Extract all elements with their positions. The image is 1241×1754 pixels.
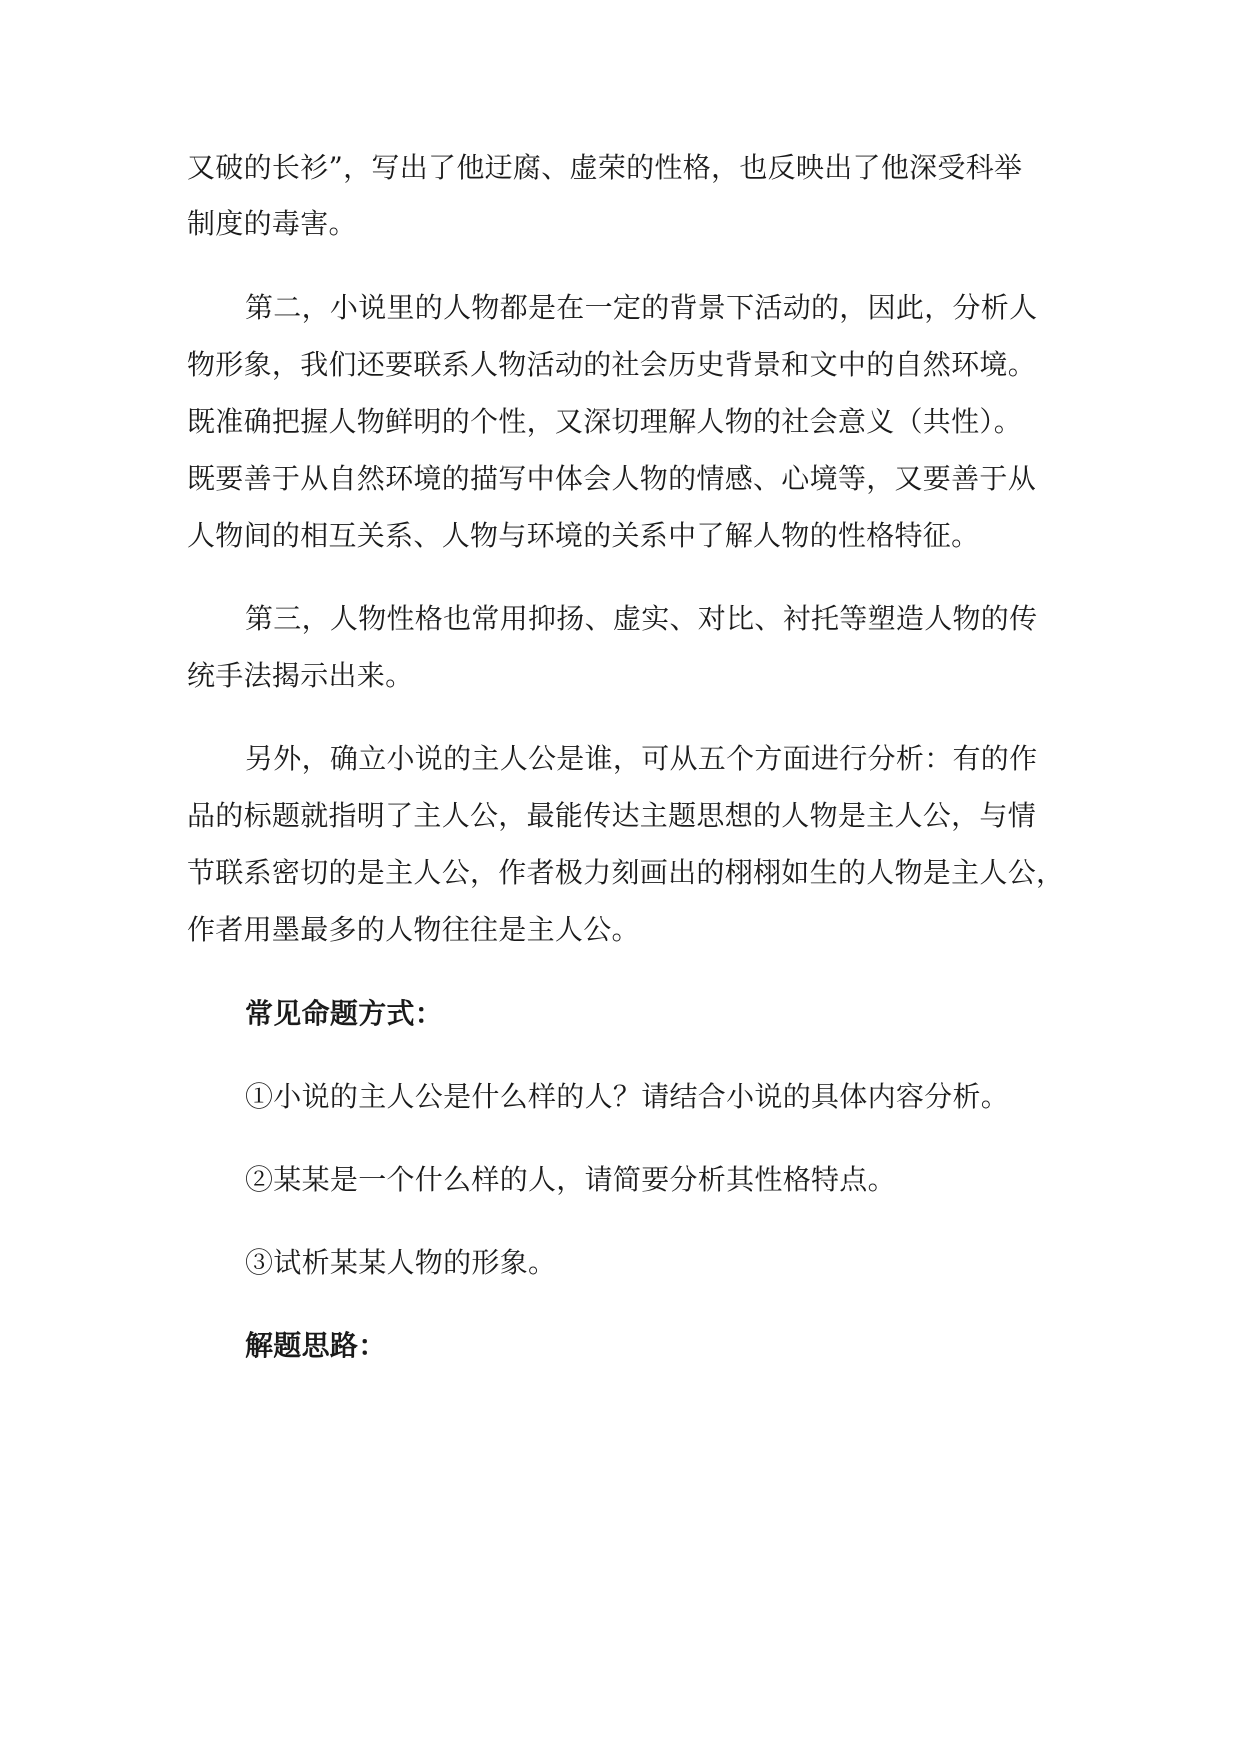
paragraph-4-line-3: 节联系密切的是主人公，作者极力刻画出的栩栩如生的人物是主人公，	[187, 856, 1065, 889]
paragraph-4-line-2: 品的标题就指明了主人公，最能传达主题思想的人物是主人公，与情	[187, 799, 1037, 832]
question-item-1: ①小说的主人公是什么样的人？请结合小说的具体内容分析。	[245, 1080, 1010, 1113]
paragraph-2-line-1: 第二，小说里的人物都是在一定的背景下活动的，因此，分析人	[245, 291, 1038, 324]
paragraph-2-line-2: 物形象，我们还要联系人物活动的社会历史背景和文中的自然环境。	[187, 348, 1037, 381]
question-item-2: ②某某是一个什么样的人，请简要分析其性格特点。	[245, 1163, 896, 1196]
paragraph-4-line-1: 另外，确立小说的主人公是谁，可从五个方面进行分析：有的作	[245, 742, 1038, 775]
paragraph-3-line-1: 第三，人物性格也常用抑扬、虚实、对比、衬托等塑造人物的传	[245, 602, 1038, 635]
paragraph-2-line-3: 既准确把握人物鲜明的个性，又深切理解人物的社会意义（共性）。	[187, 405, 1023, 438]
paragraph-3-line-2: 统手法揭示出来。	[187, 659, 414, 692]
question-item-3: ③试析某某人物的形象。	[245, 1246, 557, 1279]
heading-question-types: 常见命题方式：	[245, 997, 444, 1030]
paragraph-1-line-1: 又破的长衫”，写出了他迂腐、虚荣的性格，也反映出了他深受科举	[187, 151, 1023, 184]
paragraph-2-line-4: 既要善于从自然环境的描写中体会人物的情感、心境等，又要善于从	[187, 462, 1037, 495]
paragraph-4-line-4: 作者用墨最多的人物往往是主人公。	[187, 913, 640, 946]
paragraph-2-line-5: 人物间的相互关系、人物与环境的关系中了解人物的性格特征。	[187, 519, 980, 552]
paragraph-1-line-2: 制度的毒害。	[187, 207, 357, 240]
heading-approach: 解题思路：	[245, 1329, 387, 1362]
